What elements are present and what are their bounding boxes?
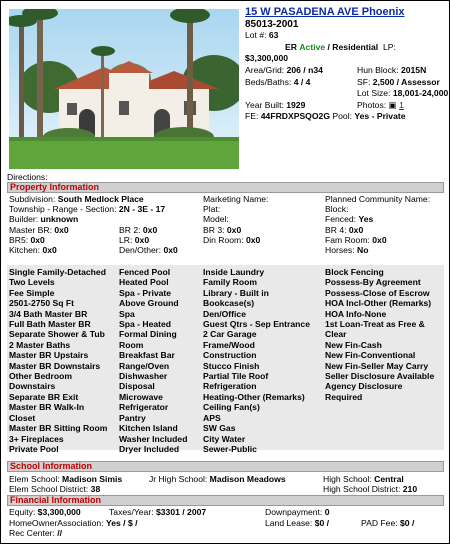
subdivision-label: Subdivision: [9,194,56,204]
lotsize-row [245,88,449,100]
financial-row [9,507,445,518]
lot-row [245,30,449,42]
den-value: 0x0 [163,245,178,256]
feature-item: Agency Disclosure [325,381,403,392]
address-link[interactable]: 15 W PASADENA AVE Phoenix [245,6,405,18]
feature-item: New Fin-Conventional [325,350,416,361]
financial-row [9,528,445,539]
den-label: Den/Other: [119,245,162,256]
property-row [9,235,445,245]
feature-item: Refrigerator [119,402,169,413]
feature-item: 1st Loan-Treat as Free & [325,319,425,330]
feature-item: SW Gas [203,423,236,434]
block-label: Block: [325,204,349,215]
feature-item: Range/Oven [119,360,170,371]
feature-item: 3+ Fireplaces [9,433,64,444]
photos-count-link[interactable]: 1 [399,99,404,110]
feature-item: Stucco Finish [203,360,260,371]
house-illustration [9,9,239,169]
price-row [245,53,449,65]
din-label: Din Room: [203,234,244,245]
feature-item: Above Ground [119,298,179,309]
feature-item: Bookcase(s) [203,298,255,309]
feature-item: HOA Info-None [325,308,387,319]
feature-item: Clear [325,329,347,340]
subdivision-value: South Medlock Place [57,194,144,204]
lr-label: LR: [119,234,133,245]
feature-item: Construction [203,350,257,361]
features-col-1 [9,267,107,454]
rec-value: // [57,528,63,539]
property-grid [9,194,445,255]
feature-item: Possess-Close of Escrow [325,287,430,298]
school-row [9,474,445,484]
photos-label: Photos: [357,99,387,110]
hoa-value: Yes / $ / [105,517,138,528]
lr-value: 0x0 [134,234,150,245]
property-row [9,225,445,235]
lot-label: Lot #: [245,30,267,41]
feature-item: 3/4 Bath Master BR [9,308,88,319]
fe-label: FE: [245,111,259,122]
property-row [9,214,445,224]
feature-item: Master BR Downstairs [9,360,101,371]
status-badge: Active [299,41,326,52]
school-grid [9,474,445,495]
down-value: 0 [324,507,330,517]
hoa-label: HomeOwnerAssociation: [9,517,104,528]
br2-label: BR 2: [119,224,141,235]
feature-item: Room [119,339,144,350]
rec-label: Rec Center: [9,528,55,539]
type-suffix: / Residential [327,41,379,52]
lotsize-label: Lot Size: [357,88,391,99]
taxes-value: $3301 / 2007 [155,507,207,517]
feature-item: Pantry [119,412,146,423]
feature-item: Fenced Pool [119,267,171,277]
directions-label: Directions: [7,172,48,182]
feature-item: New Fin-Seller May Carry [325,360,429,371]
feature-item: Guest Qtrs - Sep Entrance [203,319,310,330]
mls-number: 85013-2001 [245,18,299,30]
year-value: 1929 [286,99,306,110]
builder-label: Builder: [9,214,39,225]
br3-label: BR 3: [203,224,225,235]
horses-value: No [357,245,369,256]
master-br-label: Master BR: [9,224,52,235]
school-row [9,484,445,494]
br2-value: 0x0 [142,224,158,235]
list-price: $3,300,000 [245,53,289,64]
section-property: Property Information [7,182,444,193]
land-value: $0 / [314,517,330,528]
kitchen-value: 0x0 [42,245,57,256]
area-row [245,65,449,77]
feature-item: Dryer Included [119,443,180,454]
marketing-label: Marketing Name: [203,194,269,204]
property-row [9,194,445,204]
financial-row [9,518,445,529]
feature-item: Full Bath Master BR [9,319,91,330]
lotsize-value: 18,001-24,000 [392,88,449,99]
equity-value: $3,300,000 [37,507,81,517]
pool-value: Yes - Private [354,111,406,122]
din-value: 0x0 [245,234,261,245]
feature-item: Sewer-Public [203,443,257,454]
feature-item: 2 Car Garage [203,329,257,340]
pad-value: $0 / [400,517,415,528]
section-school: School Information [7,461,444,472]
down-label: Downpayment: [265,507,323,517]
camera-icon[interactable]: ▣ [388,99,397,110]
township-label: Township - Range - Section: [9,204,117,215]
feature-item: Single Family-Detached [9,267,106,277]
br5-label: BR5: [9,234,29,245]
feature-item: Separate BR Exit [9,391,79,402]
features-col-2 [119,267,187,454]
section-financial: Financial Information [7,495,444,506]
high-district-value: 210 [402,484,418,495]
listing-header [245,7,449,123]
area-value: 206 / n34 [286,64,323,75]
feature-item: Spa - Private [119,287,172,298]
feature-item: Fee Simple [9,287,55,298]
feature-item: Den/Office [203,308,246,319]
beds-label: Beds/Baths: [245,76,292,87]
feature-item: Refrigeration [203,381,257,392]
beds-value: 4 / 4 [293,76,311,87]
feature-item: Library - Built in [203,287,269,298]
feature-item: New Fin-Cash [325,339,382,350]
sf-value: 2,500 / Assessor [372,76,440,87]
feature-item: Disposal [119,381,155,392]
area-label: Area/Grid: [245,64,285,75]
feature-item: Master BR Sitting Room [9,423,108,434]
feature-item: Microwave [119,391,163,402]
feature-item: Formal Dining [119,329,177,340]
feature-item: APS [203,412,221,423]
fe-row [245,111,449,123]
feature-item: Seller Disclosure Available [325,371,435,382]
pad-label: PAD Fee: [361,517,398,528]
property-photo[interactable] [9,9,239,169]
fenced-value: Yes [358,214,374,225]
feature-item: Closet [9,412,36,423]
feature-item: Inside Laundry [203,267,265,277]
br4-label: BR 4: [325,224,347,235]
feature-item: Separate Shower & Tub [9,329,105,340]
beds-row [245,77,449,89]
model-label: Model: [203,214,229,225]
feature-item: City Water [203,433,246,444]
fe-value: 44FRDXPSQO2G [260,111,331,122]
feature-item: 2 Master Baths [9,339,71,350]
elem-district-value: 38 [90,484,101,495]
feature-item: Heated Pool [119,277,169,288]
high-value: Central [374,474,404,484]
feature-item: Required [325,391,363,402]
feature-item: Washer Included [119,433,188,444]
feature-item: Spa - Heated [119,319,172,330]
br4-value: 0x0 [348,224,364,235]
feature-item: Ceiling Fan(s) [203,402,260,413]
taxes-label: Taxes/Year: [109,507,154,517]
feature-item: Other Bedroom [9,371,73,382]
land-label: Land Lease: [265,517,313,528]
township-value: 2N - 3E - 17 [118,204,166,215]
lp-label: LP: [382,41,396,52]
feature-item: Breakfast Bar [119,350,175,361]
feature-item: Possess-By Agreement [325,277,421,288]
plat-label: Plat: [203,204,221,215]
financial-grid [9,507,445,539]
feature-item: Master BR Walk-In [9,402,85,413]
pool-label: Pool: [332,111,352,122]
property-row [9,245,445,255]
fam-value: 0x0 [372,234,387,245]
equity-label: Equity: [9,507,36,517]
year-label: Year Built: [245,99,284,110]
elem-label: Elem School: [9,474,60,484]
sf-label: SF: [357,76,371,87]
lot-value: 63 [268,30,279,41]
feature-item: Kitchen Island [119,423,178,434]
jr-label: Jr High School: [149,474,208,484]
hun-value: 2015N [400,64,427,75]
hun-label: Hun Block: [357,64,399,75]
feature-item: Two Levels [9,277,55,288]
feature-item: Block Fencing [325,267,384,277]
feature-item: Private Pool [9,443,59,454]
feature-item: Frame/Wood [203,339,255,350]
feature-item: Spa [119,308,135,319]
elem-value: Madison Simis [62,474,123,484]
jr-value: Madison Meadows [209,474,286,484]
high-district-label: High School District: [323,484,401,495]
br3-value: 0x0 [226,224,242,235]
master-br-value: 0x0 [54,224,69,235]
feature-item: Family Room [203,277,257,288]
feature-item: 2501-2750 Sq Ft [9,298,74,309]
features-col-4 [325,267,434,402]
feature-item: HOA Incl-Other (Remarks) [325,298,432,309]
high-label: High School: [323,474,372,484]
planned-label: Planned Community Name: [325,194,431,204]
type-prefix: ER [285,41,297,52]
feature-item: Master BR Upstairs [9,350,89,361]
property-row [9,204,445,214]
features-col-3 [203,267,310,454]
feature-item: Dishwasher [119,371,168,382]
builder-value: unknown [40,214,79,225]
kitchen-label: Kitchen: [9,245,41,256]
horses-label: Horses: [325,245,355,256]
feature-item: Downstairs [9,381,56,392]
features-panel [7,265,444,454]
br5-value: 0x0 [30,234,45,245]
feature-item: Heating-Other (Remarks) [203,391,305,402]
status-row [245,42,449,54]
fam-label: Fam Room: [325,234,370,245]
fenced-label: Fenced: [325,214,357,225]
year-row [245,100,449,112]
feature-item: Partial Tile Roof [203,371,269,382]
elem-district-label: Elem School District: [9,484,89,495]
